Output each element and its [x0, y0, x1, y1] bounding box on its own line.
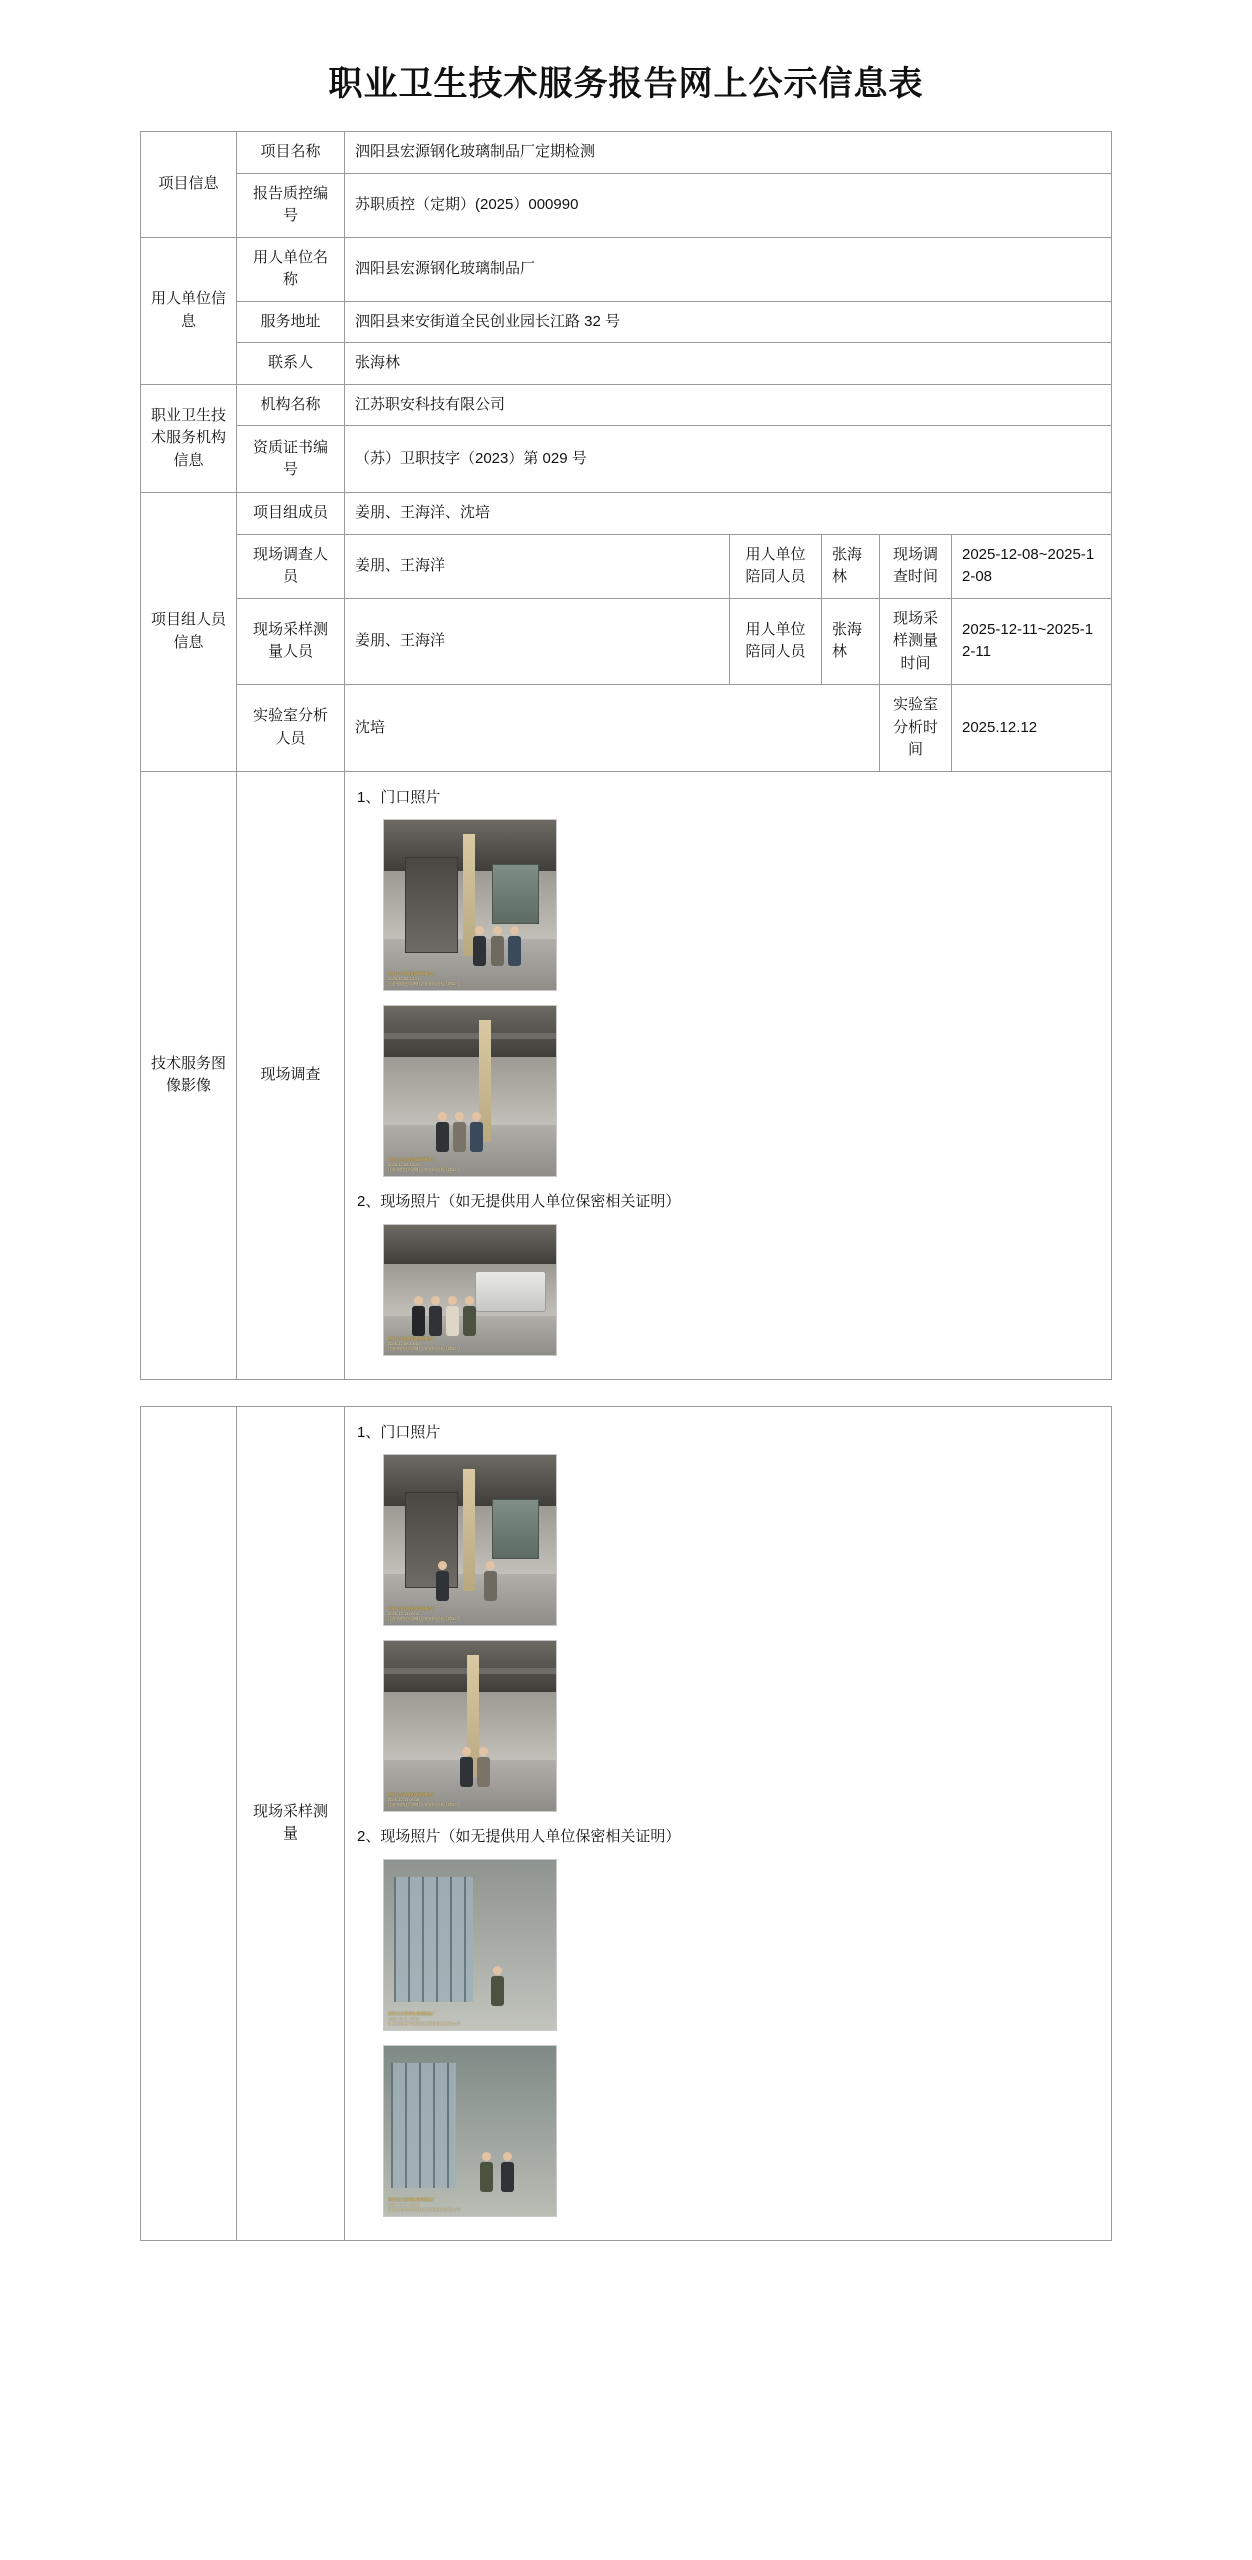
group-label-images: 技术服务图像影像	[141, 771, 237, 1379]
row-value-contact: 张海林	[345, 343, 1112, 385]
row-label-agency-name: 机构名称	[237, 384, 345, 426]
row-value-lab-staff: 沈培	[345, 685, 880, 772]
table-row	[141, 237, 1112, 301]
table-row	[141, 493, 1112, 535]
photo-caption-gate: 1、门口照片	[357, 788, 441, 806]
row-label-sampling-staff: 现场采样测量人员	[237, 598, 345, 685]
table-row	[141, 598, 1112, 685]
sub-label-site-survey: 现场调查	[237, 771, 345, 1379]
table-row	[141, 132, 1112, 174]
photo-stamp: 泗阳县宏源钢化玻璃制品厂 2025-12-08 10:23 江苏省宿迁市泗阳县来安街道长江路32号	[388, 1157, 461, 1172]
row-label-lab-staff: 实验室分析人员	[237, 685, 345, 772]
photo-gate-1	[383, 1454, 557, 1626]
images-table-sampling	[140, 1406, 1112, 2241]
row-value-sampling-accompany: 张海林	[822, 598, 880, 685]
row-label-lab-time: 实验室分析时间	[880, 685, 952, 772]
row-value-team-members: 姜朋、王海洋、沈培	[345, 493, 1112, 535]
photo-stamp: 泗阳县宏源钢化玻璃制品厂 2025-12-11 10:02 江苏省宿迁市泗阳县来安街道长江路32号	[388, 2010, 461, 2026]
table-gap	[140, 1380, 1112, 1406]
row-label-survey-staff: 现场调查人员	[237, 534, 345, 598]
row-label-employer-name: 用人单位名称	[237, 237, 345, 301]
photo-caption-gate: 1、门口照片	[357, 1423, 441, 1441]
photo-stamp: 泗阳县宏源钢化玻璃制品厂 2025-12-11 09:15 江苏省宿迁市泗阳县来安街道长江路32号	[388, 1792, 461, 1807]
group-label-project-info: 项目信息	[141, 132, 237, 238]
table-row	[141, 426, 1112, 493]
row-label-team-members: 项目组成员	[237, 493, 345, 535]
group-label-team-info: 项目组人员信息	[141, 493, 237, 772]
table-row	[141, 384, 1112, 426]
row-label-report-number: 报告质控编号	[237, 173, 345, 237]
row-label-contact: 联系人	[237, 343, 345, 385]
sub-label-site-sampling: 现场采样测量	[237, 1406, 345, 2240]
table-row	[141, 343, 1112, 385]
photo-stamp: 泗阳县宏源钢化玻璃制品厂 2025-12-08 10:21 江苏省宿迁市泗阳县来安街道长江路32号	[388, 971, 461, 986]
photo-caption-site: 2、现场照片（如无提供用人单位保密相关证明）	[357, 1193, 681, 1210]
row-label-certificate-number: 资质证书编号	[237, 426, 345, 493]
photo-caption-site: 2、现场照片（如无提供用人单位保密相关证明）	[357, 1828, 681, 1845]
photo-site-1	[383, 1859, 557, 2031]
row-value-agency-name: 江苏职安科技有限公司	[345, 384, 1112, 426]
row-label-sampling-time: 现场采样测量时间	[880, 598, 952, 685]
photo-stamp: 泗阳县宏源钢化玻璃制品厂 2025-12-11 09:12 江苏省宿迁市泗阳县来安街道长江路32号	[388, 1606, 461, 1621]
table-row	[141, 534, 1112, 598]
row-value-certificate-number: （苏）卫职技字（2023）第 029 号	[345, 426, 1112, 493]
group-label-agency-info: 职业卫生技术服务机构信息	[141, 384, 237, 493]
table-row-images-survey	[141, 771, 1112, 1379]
row-value-service-address: 泗阳县来安街道全民创业园长江路 32 号	[345, 301, 1112, 343]
group-label-images-continued	[141, 1406, 237, 2240]
row-value-survey-accompany: 张海林	[822, 534, 880, 598]
row-value-employer-name: 泗阳县宏源钢化玻璃制品厂	[345, 237, 1112, 301]
photo-site-2	[383, 2045, 557, 2217]
photo-stamp: 泗阳县宏源钢化玻璃制品厂 2025-12-11 10:30 江苏省宿迁市泗阳县来安街道长江路32号	[388, 2196, 461, 2212]
row-value-sampling-staff: 姜朋、王海洋	[345, 598, 730, 685]
info-table	[140, 131, 1112, 1380]
row-value-survey-time: 2025-12-08~2025-12-08	[952, 534, 1112, 598]
row-label-survey-time: 现场调查时间	[880, 534, 952, 598]
photo-gate-2	[383, 1640, 557, 1812]
group-label-employer-info: 用人单位信息	[141, 237, 237, 384]
row-value-project-name: 泗阳县宏源钢化玻璃制品厂定期检测	[345, 132, 1112, 174]
photo-cell-site-sampling	[345, 1406, 1112, 2240]
photo-stamp: 泗阳县宏源钢化玻璃制品厂 2025-12-08 10:45 江苏省宿迁市泗阳县来安街道长江路32号	[388, 1335, 461, 1351]
page-title: 职业卫生技术服务报告网上公示信息表	[328, 66, 924, 103]
row-label-sampling-accompany: 用人单位陪同人员	[730, 598, 822, 685]
photo-gate-1	[383, 819, 557, 991]
row-value-report-number: 苏职质控（定期）(2025）000990	[345, 173, 1112, 237]
photo-cell-site-survey	[345, 771, 1112, 1379]
photo-site-1	[383, 1224, 557, 1356]
table-row-images-sampling	[141, 1406, 1112, 2240]
photo-gate-2	[383, 1005, 557, 1177]
row-label-project-name: 项目名称	[237, 132, 345, 174]
table-row	[141, 301, 1112, 343]
row-value-sampling-time: 2025-12-11~2025-12-11	[952, 598, 1112, 685]
row-label-survey-accompany: 用人单位陪同人员	[730, 534, 822, 598]
table-row	[141, 685, 1112, 772]
row-label-service-address: 服务地址	[237, 301, 345, 343]
row-value-survey-staff: 姜朋、王海洋	[345, 534, 730, 598]
table-row	[141, 173, 1112, 237]
row-value-lab-time: 2025.12.12	[952, 685, 1112, 772]
